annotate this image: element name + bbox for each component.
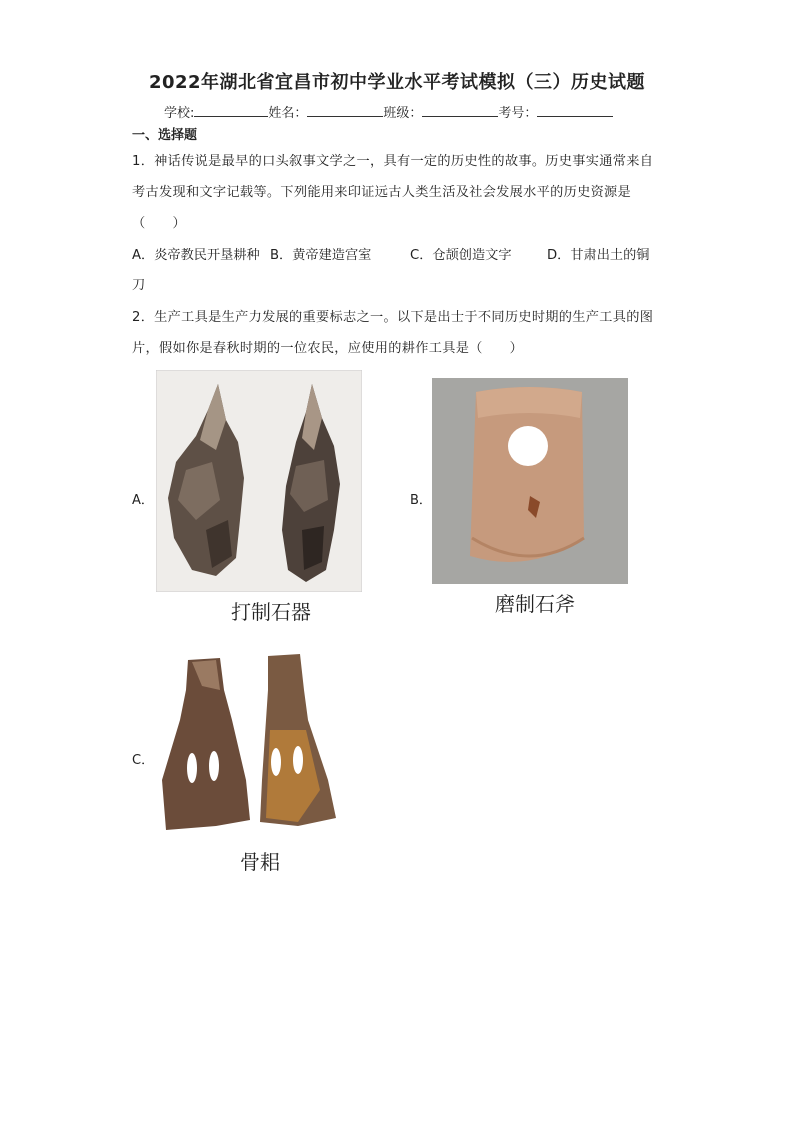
caption-polished-stone-axe: 磨制石斧	[495, 592, 575, 616]
polished-stone-axe-image	[432, 378, 628, 584]
q2-option-b[interactable]: B．	[410, 493, 432, 508]
name-blank	[307, 104, 383, 117]
exam-title: 2022年湖北省宜昌市初中学业水平考试模拟（三）历史试题	[148, 72, 646, 93]
class-blank	[422, 104, 498, 117]
q1-option-a[interactable]: A．炎帝教民开垦耕种	[132, 248, 260, 263]
q2-option-a[interactable]: A．	[132, 493, 154, 508]
caption-chipped-stone-tools: 打制石器	[231, 600, 311, 624]
student-info-row	[164, 102, 613, 121]
school-blank	[194, 104, 268, 117]
caption-bone-spade: 骨耜	[240, 850, 280, 874]
chipped-stone-tools-image	[156, 370, 362, 592]
q1-option-d[interactable]: D．甘肃出土的铜	[547, 248, 650, 263]
name-label: 姓名：	[268, 106, 308, 121]
number-label: 考号：	[498, 106, 538, 121]
q1-option-d-continued: 刀	[132, 278, 146, 293]
school-label: 学校:	[164, 106, 195, 121]
q1-option-b[interactable]: B．黄帝建造宫室	[270, 248, 372, 263]
q2-option-c[interactable]: C．	[132, 753, 155, 768]
section-heading: 一、选择题	[132, 128, 198, 143]
number-blank	[537, 104, 613, 117]
bone-spade-image	[158, 650, 342, 834]
class-label: 班级：	[383, 106, 423, 121]
q2-stem: 2．生产工具是生产力发展的重要标志之一。以下是出士于不同历史时期的生产工具的图片，假如你是春秋时期的一位农民，应使用的耕作工具是（ ）	[132, 310, 654, 356]
q1-stem: 1．神话传说是最早的口头叙事文学之一，具有一定的历史性的故事。历史事实通常来自考古发现和文字记载等。下列能用来印证远古人类生活及社会发展水平的历史资源是（ ）	[132, 154, 654, 231]
q1-option-c[interactable]: C．仓颉创造文字	[410, 248, 512, 263]
